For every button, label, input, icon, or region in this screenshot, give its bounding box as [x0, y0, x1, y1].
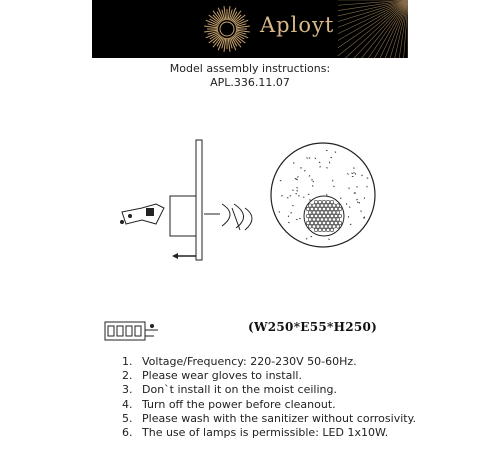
- brand-banner: [92, 0, 408, 58]
- list-item: 5. Please wash with the sanitizer without corrosivity.: [136, 412, 416, 426]
- front-view-diagram: [268, 140, 378, 250]
- brand-name: Aployt: [260, 13, 335, 37]
- decorative-rays-icon: [338, 0, 408, 58]
- screw: [232, 204, 244, 230]
- side-view-diagram: [112, 138, 272, 268]
- sun-logo-icon: [202, 5, 252, 53]
- screw: [204, 204, 230, 226]
- list-item: 3. Don`t install it on the moist ceiling.: [136, 383, 416, 397]
- lamp-panel-side: [196, 140, 202, 260]
- list-item: 2. Please wear gloves to install.: [136, 369, 416, 383]
- instruction-list: [114, 355, 416, 440]
- terminal-block-icon: [104, 316, 160, 344]
- list-item: 4. Turn off the power before cleanout.: [136, 398, 416, 412]
- document-title: Model assembly instructions:: [169, 62, 331, 75]
- direction-arrow-icon: [172, 253, 196, 259]
- list-item: 6. The use of lamps is permissible: LED 1x10W.: [136, 426, 416, 440]
- wire-bracket: [122, 204, 164, 224]
- mount-plate: [170, 196, 196, 236]
- model-number: APL.336.11.07: [210, 76, 290, 89]
- dimensions-label: (W250*E55*H250): [248, 320, 378, 334]
- list-item: 1. Voltage/Frequency: 220-230V 50-60Hz.: [136, 355, 416, 369]
